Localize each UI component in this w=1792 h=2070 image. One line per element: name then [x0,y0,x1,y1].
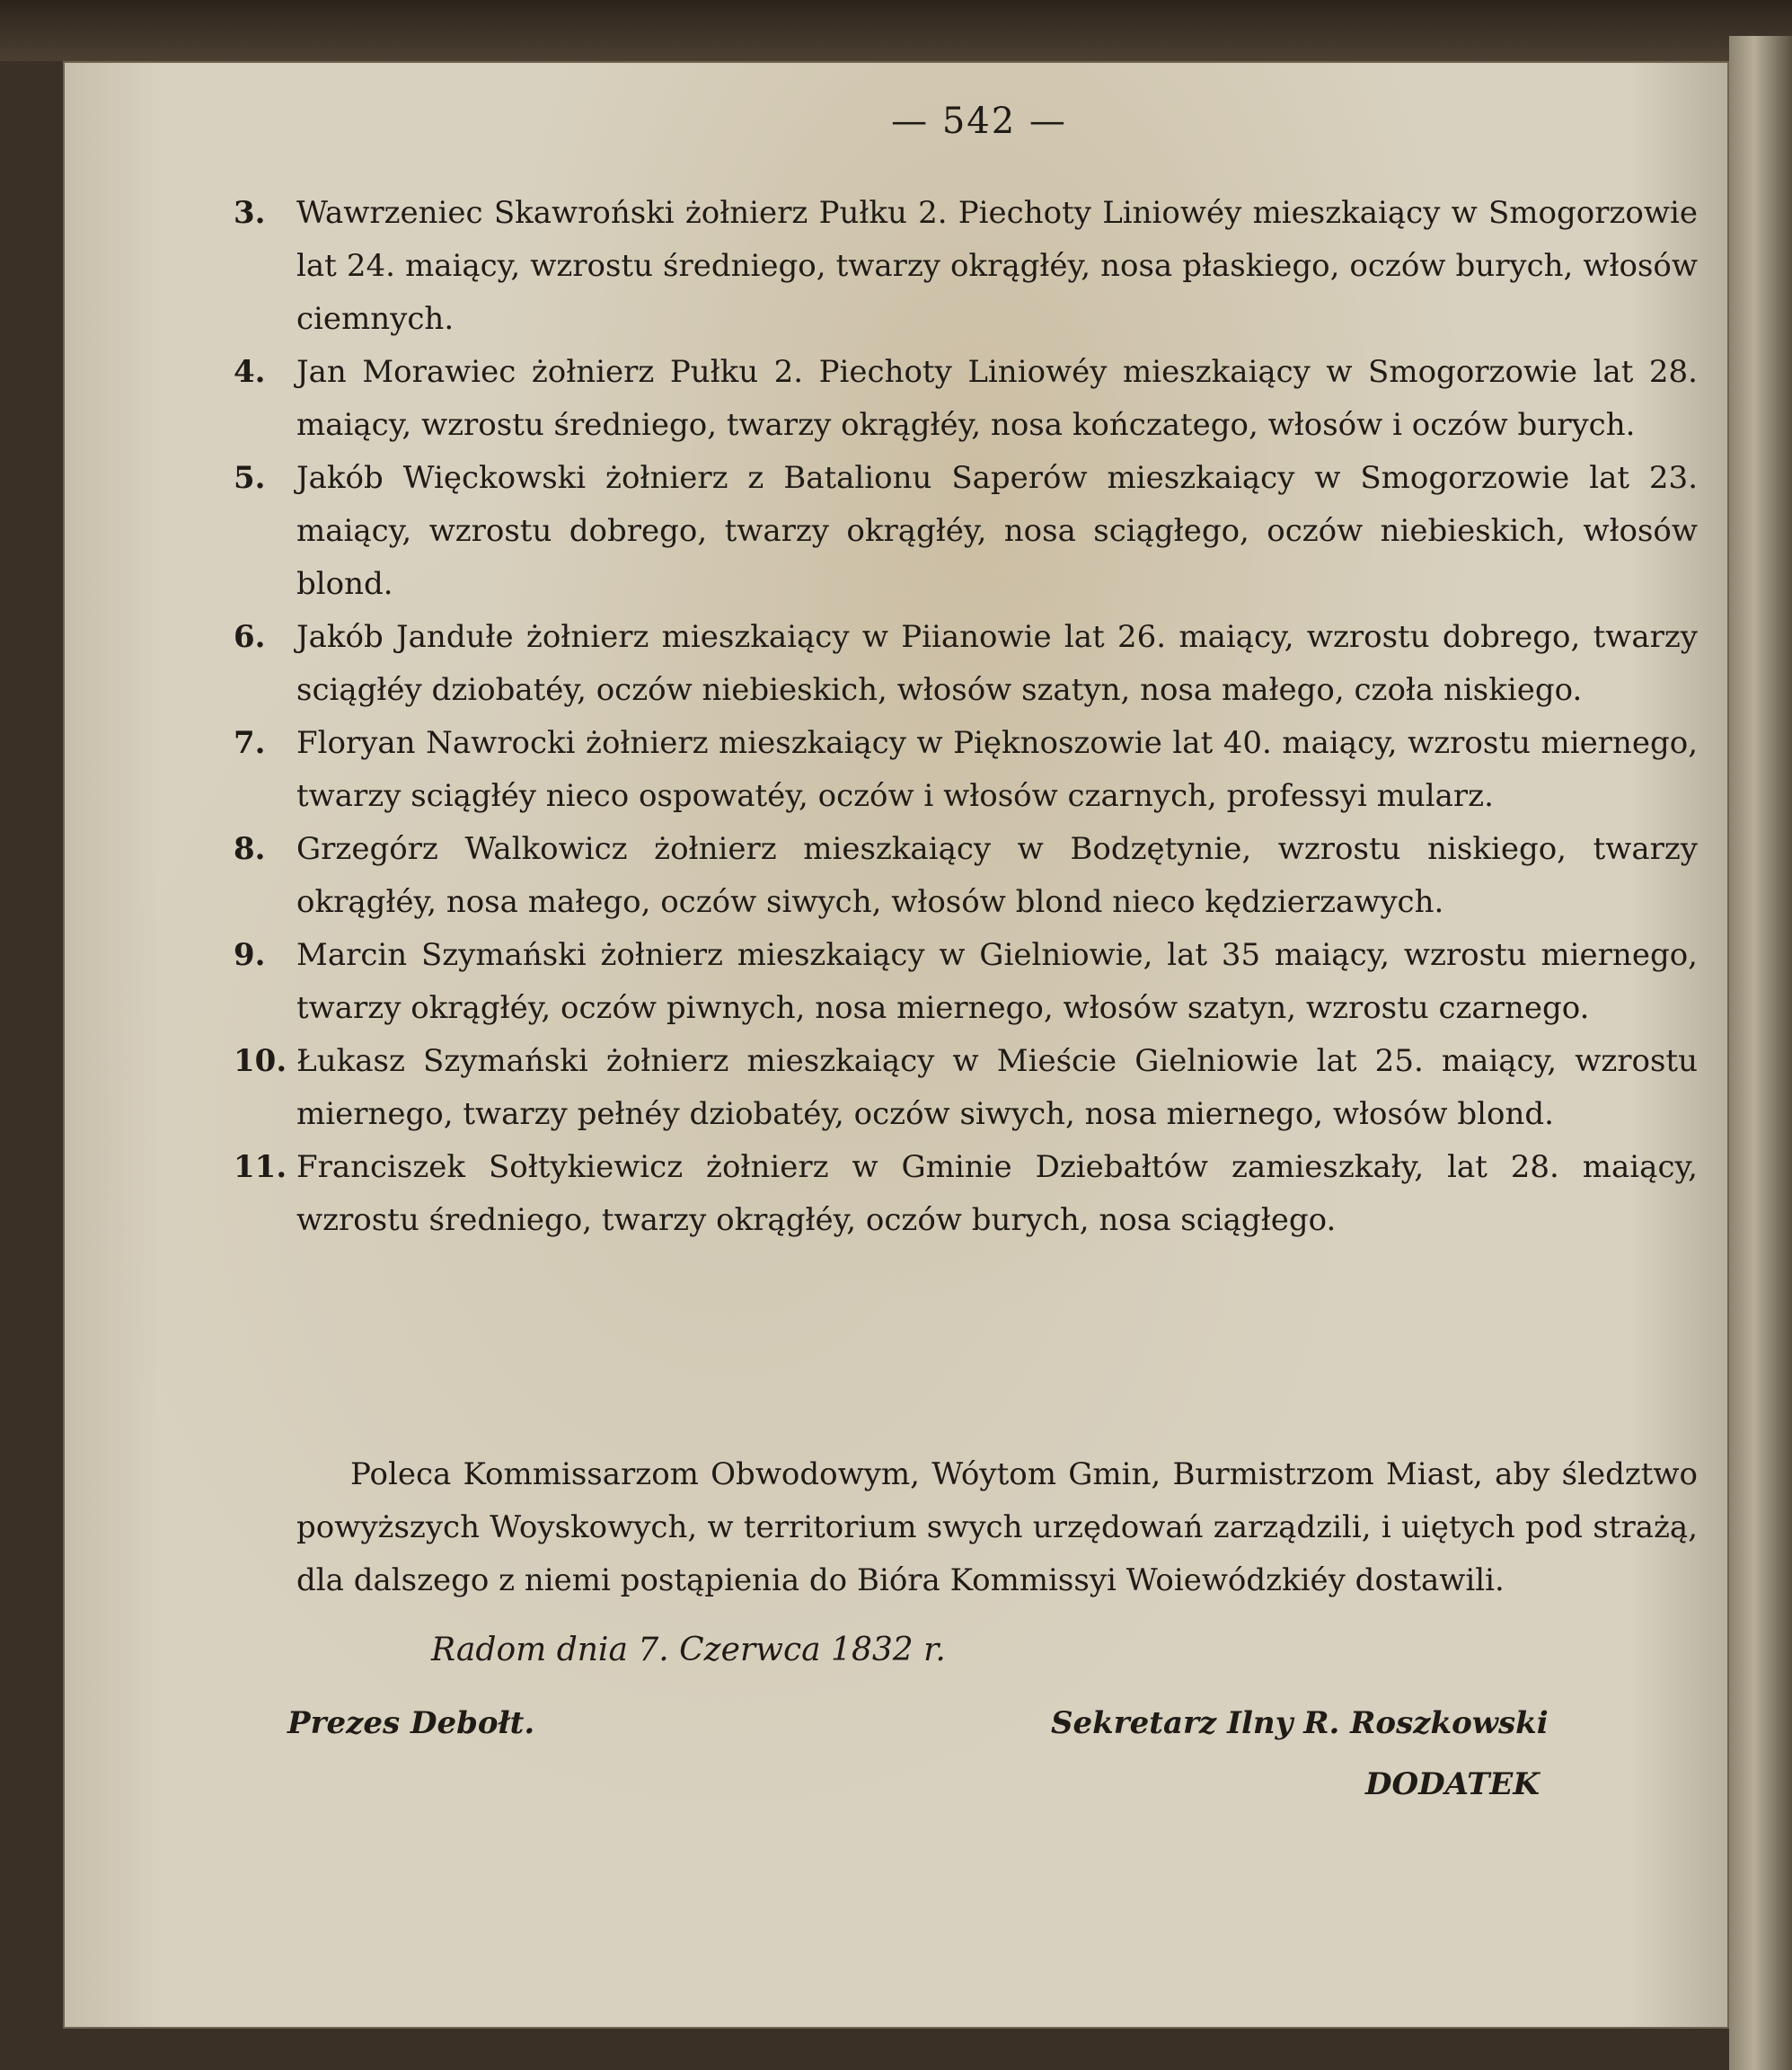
entry-number: 10. [234,1043,287,1079]
entry-number: 9. [234,937,266,973]
list-item [234,452,1698,611]
entry-number: 6. [234,619,266,655]
entry-text: Jakób Więckowski żołnierz z Batalionu Saperów mieszkaiący w Smogorzowie lat 23. maiący, wzrostu dobrego, twarzy okrągłéy, nosa sciągłego, oczów niebieskich, włosów blond. [296,460,1698,602]
entry-text: Jakób Jandułe żołnierz mieszkaiący w Piianowie lat 26. maiący, wzrostu dobrego, twarzy sciągłéy dziobatéy, oczów niebieskich, włosów szatyn, nosa małego, czoła niskiego. [296,619,1698,708]
entry-number: 11. [234,1149,287,1185]
entry-number: 5. [234,460,266,496]
entry-text: Marcin Szymański żołnierz mieszkaiący w Gielniowie, lat 35 maiący, wzrostu miernego, twarzy okrągłéy, oczów piwnych, nosa miernego, włosów szatyn, wzrostu czarnego. [296,937,1698,1026]
entry-list [234,187,1698,1247]
list-item [234,1141,1698,1247]
entry-number: 4. [234,354,266,390]
signature-secretary: Sekretarz Ilny R. Roszkowski [1051,1705,1549,1741]
catchword: DODATEK [1365,1766,1540,1802]
page-number: — 542 — [891,101,1067,142]
list-item [234,346,1698,452]
entry-text: Floryan Nawrocki żołnierz mieszkaiący w Pięknoszowie lat 40. maiący, wzrostu miernego, twarzy sciągłéy nieco ospowatéy, oczów i włosów czarnych, professyi mularz. [296,725,1698,814]
document-page [63,61,1729,2029]
entry-number: 8. [234,831,266,867]
list-item [234,187,1698,346]
entry-text: Grzegórz Walkowicz żołnierz mieszkaiący w Bodzętynie, wzrostu niskiego, twarzy okrągłéy, nosa małego, oczów siwych, włosów blond nieco kędzierzawych. [296,831,1698,920]
entry-text: Franciszek Sołtykiewicz żołnierz w Gminie Dziebałtów zamieszkały, lat 28. maiący, wzrostu średniego, twarzy okrągłéy, oczów burych, nosa sciągłego. [296,1149,1698,1238]
page-edge [1729,36,1792,2070]
scan-background-top [0,0,1792,61]
list-item [234,1035,1698,1141]
entry-number: 7. [234,725,266,761]
entry-text: Łukasz Szymański żołnierz mieszkaiący w Mieście Gielniowie lat 25. maiący, wzrostu miernego, twarzy pełnéy dziobatéy, oczów siwych, nosa miernego, włosów blond. [296,1043,1698,1132]
entry-number: 3. [234,195,266,231]
list-item [234,823,1698,929]
entry-text: Wawrzeniec Skawroński żołnierz Pułku 2. Piechoty Liniowéy mieszkaiący w Smogorzowie lat 24. maiący, wzrostu średniego, twarzy okrągłéy, nosa płaskiego, oczów burych, włosów ciemnych. [296,195,1698,337]
list-item [234,717,1698,823]
entry-text: Jan Morawiec żołnierz Pułku 2. Piechoty Liniowéy mieszkaiący w Smogorzowie lat 28. maiący, wzrostu średniego, twarzy okrągłéy, nosa kończatego, włosów i oczów burych. [296,354,1698,443]
date-line: Radom dnia 7. Czerwca 1832 r. [431,1632,946,1668]
list-item [234,611,1698,717]
list-item [234,929,1698,1035]
notice-paragraph: Poleca Kommissarzom Obwodowym, Wóytom Gmin, Burmistrzom Miast, aby śledztwo powyższych Woyskowych, w territorium swych urzędowań zarządzili, i uiętych pod strażą, dla dalszego z niemi postąpienia do Bióra Kommissyi Woiewódzkiéy dostawili. [296,1456,1698,1598]
signature-president: Prezes Debołt. [287,1705,535,1741]
